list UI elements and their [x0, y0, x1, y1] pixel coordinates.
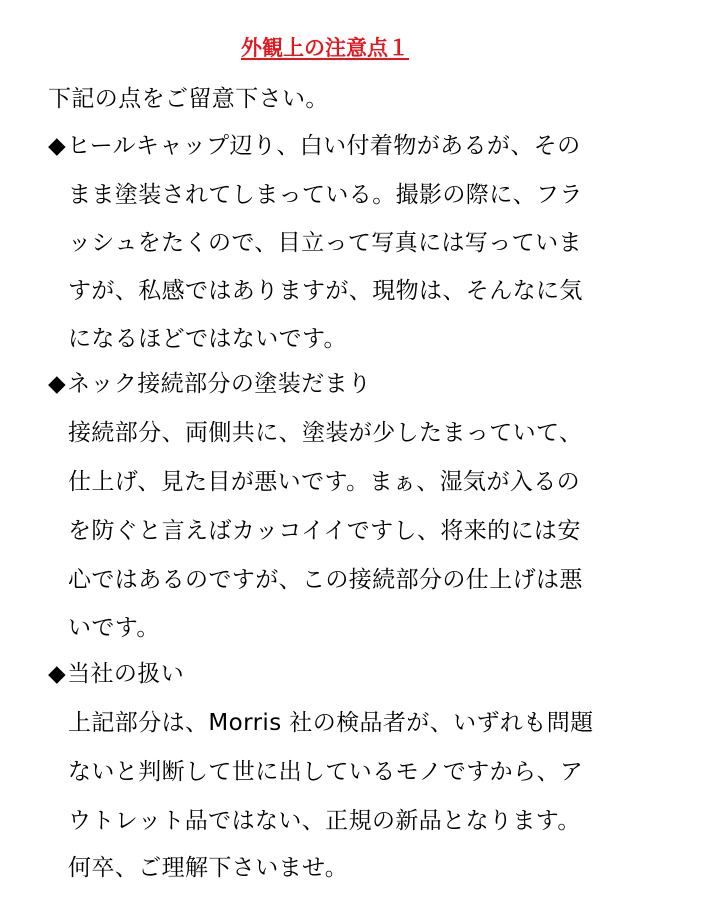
- body-line: 上記部分は、Morris 社の検品者が、いずれも問題: [68, 710, 594, 736]
- intro-text: 下記の点をご留意下さい。: [48, 86, 329, 112]
- diamond-bullet-icon: ◆: [48, 133, 67, 159]
- section-heading-neck-joint: [48, 369, 371, 399]
- body-line: ウトレット品ではない、正規の新品となります。: [68, 808, 581, 834]
- section-heading-text: ヒールキャップ辺り、白い付着物があるが、その: [67, 133, 581, 159]
- section-heading-text: ネック接続部分の塗装だまり: [67, 371, 372, 397]
- section-heading-company-handling: [48, 659, 184, 689]
- body-line: を防ぐと言えばカッコイイですし、将来的には安: [68, 518, 581, 544]
- body-line: 仕上げ、見た目が悪いです。まぁ、湿気が入るの: [68, 469, 581, 495]
- body-line: いです。: [68, 615, 160, 641]
- body-line: ッシュをたくので、目立って写真には写っていま: [68, 230, 582, 256]
- diamond-bullet-icon: ◆: [48, 371, 67, 397]
- body-line: 接続部分、両側共に、塗装が少したまっていて、: [68, 420, 583, 446]
- page-title: 外観上の注意点１: [241, 36, 409, 60]
- section-heading-heel-cap: [48, 131, 581, 161]
- body-line: 何卒、ご理解下さいませ。: [68, 855, 349, 881]
- body-line: すが、私感ではありますが、現物は、そんなに気: [68, 278, 583, 304]
- body-line: になるほどではないです。: [68, 326, 347, 352]
- body-line: まま塗装されてしまっている。撮影の際に、フラ: [68, 182, 583, 208]
- body-line: ないと判断して世に出しているモノですから、ア: [68, 759, 584, 785]
- section-heading-text: 当社の扱い: [67, 661, 185, 687]
- body-line: 心ではあるのですが、この接続部分の仕上げは悪: [68, 567, 583, 593]
- diamond-bullet-icon: ◆: [48, 661, 67, 687]
